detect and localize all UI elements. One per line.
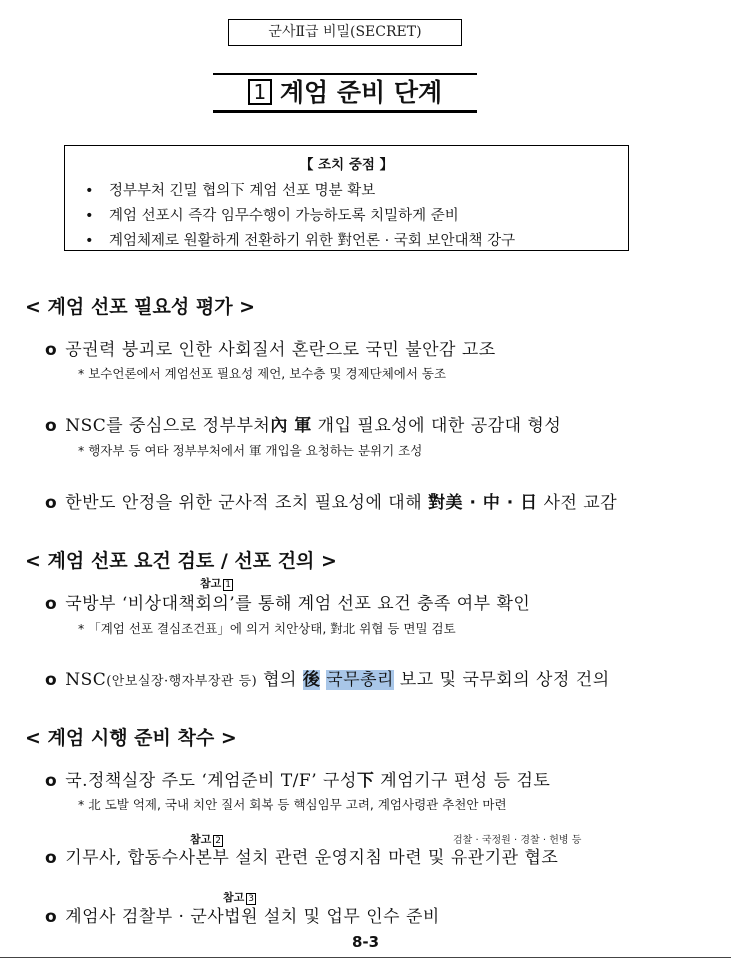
item-text-bold: 對美 · 中 · 日 [428, 493, 538, 513]
title-number-box: 1 [248, 79, 272, 105]
list-item [45, 843, 558, 868]
footer-divider [0, 957, 731, 958]
list-item [45, 335, 496, 360]
item-marker: o [45, 416, 58, 436]
note-text: 北 도발 억제, 국내 치안 질서 회복 등 핵심임무 고려, 계엄사령관 추천안 마련 [88, 797, 507, 812]
key-point-item [85, 204, 459, 225]
reference-number: 2 [215, 836, 221, 846]
key-point-text: 계엄체제로 원활하게 전환하기 위한 對언론 · 국회 보안대책 강구 [109, 233, 516, 249]
list-item [45, 665, 610, 690]
note-text: 보수언론에서 계엄선포 필요성 제언, 보수층 및 경제단체에서 동조 [88, 366, 447, 381]
list-item [45, 488, 617, 513]
bullet-icon: • [85, 233, 94, 249]
list-item [45, 766, 550, 791]
reference-label: 참고 [223, 891, 245, 904]
note-star: * [78, 797, 85, 812]
item-text: 보고 및 국무회의 상정 건의 [393, 670, 610, 690]
item-note [78, 795, 507, 813]
item-marker: o [45, 493, 58, 513]
section-heading: < 계엄 선포 필요성 평가 > [25, 296, 256, 318]
note-text: 행자부 등 여타 정부부처에서 軍 개입을 요청하는 분위기 조성 [88, 443, 423, 458]
item-text: 기무사, 합동수사본부 설치 관련 운영지침 마련 및 유관기관 협조 [65, 848, 559, 868]
item-text: 공권력 붕괴로 인한 사회질서 혼란으로 국민 불안감 고조 [65, 340, 496, 360]
item-text-small: (안보실장·행자부장관 등) [106, 674, 258, 689]
title-text: 계엄 준비 단계 [279, 78, 443, 107]
list-item [45, 902, 440, 927]
key-points-heading: 【 조치 중점 】 [299, 157, 394, 173]
note-star: * [78, 443, 85, 458]
page-number: 8-3 [351, 933, 380, 951]
item-note [78, 364, 446, 382]
key-points-box [64, 145, 629, 251]
reference-number: 1 [225, 580, 231, 590]
reference-number: 3 [248, 894, 254, 904]
section-heading: < 계엄 선포 요건 검토 / 선포 건의 > [25, 550, 337, 572]
item-marker: o [45, 771, 58, 791]
item-text: 한반도 안정을 위한 군사적 조치 필요성에 대해 [65, 493, 429, 513]
highlighted-text: 後 [302, 670, 321, 690]
item-marker: o [45, 848, 58, 868]
bullet-icon: • [85, 183, 94, 199]
item-text: NSC를 중심으로 정부부처 [65, 416, 271, 436]
note-text: 「계엄 선포 결심조건표」에 의거 치안상태, 對北 위협 등 면밀 검토 [88, 621, 456, 636]
note-star: * [78, 621, 85, 636]
item-marker: o [45, 594, 58, 614]
list-item [45, 411, 561, 436]
item-text: 국방부 ‘비상대책회의’를 통해 계엄 선포 요건 충족 여부 확인 [65, 594, 531, 614]
reference-label: 참고 [190, 833, 212, 846]
item-note [78, 619, 456, 637]
item-marker: o [45, 340, 58, 360]
item-text: 계엄사 검찰부 · 군사법원 설치 및 업무 인수 준비 [65, 907, 440, 927]
item-marker: o [45, 670, 58, 690]
page-title [213, 73, 477, 113]
note-star: * [78, 366, 85, 381]
item-text: 개입 필요성에 대한 공감대 형성 [311, 416, 562, 436]
item-text-bold: 內 軍 [270, 416, 312, 436]
item-text: NSC [65, 670, 107, 690]
inline-annotation: 검찰 · 국정원 · 경찰 · 헌병 등 [453, 835, 582, 846]
item-note [78, 441, 422, 459]
bullet-icon: • [85, 208, 94, 224]
key-point-text: 정부부처 긴밀 협의下 계엄 선포 명분 확보 [109, 183, 376, 199]
list-item [45, 589, 530, 614]
highlighted-text: 국무총리 [326, 670, 394, 690]
classification-label: 군사Ⅱ급 비밀(SECRET) [228, 19, 462, 46]
section-heading: < 계엄 시행 준비 착수 > [25, 727, 237, 749]
key-point-text: 계엄 선포시 즉각 임무수행이 가능하도록 치밀하게 준비 [109, 208, 459, 224]
item-text: 사전 교감 [537, 493, 618, 513]
key-point-item [85, 229, 515, 250]
item-text-bold: 下 [356, 771, 375, 791]
item-marker: o [45, 907, 58, 927]
reference-label: 참고 [200, 577, 222, 590]
item-text: 협의 [257, 670, 303, 690]
key-point-item [85, 179, 375, 200]
item-text: 국.정책실장 주도 ‘계엄준비 T/F’ 구성 [65, 771, 357, 791]
item-text: 계엄기구 편성 등 검토 [374, 771, 551, 791]
